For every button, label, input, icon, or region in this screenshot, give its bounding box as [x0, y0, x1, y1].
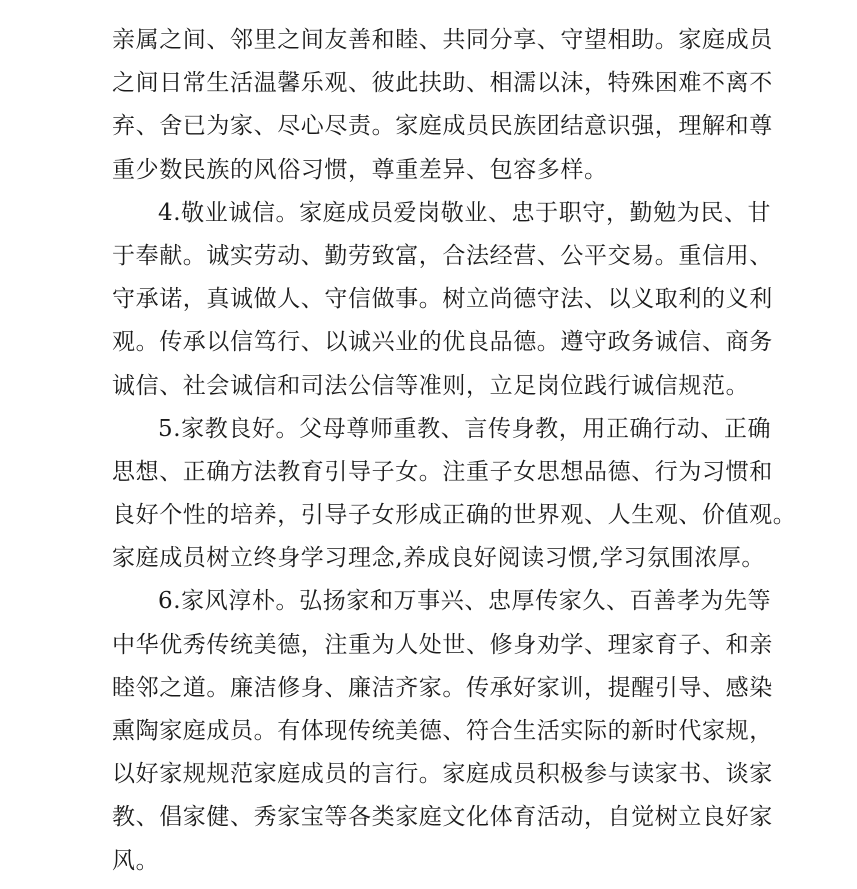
text-line-18: 以好家规规范家庭成员的言行。家庭成员积极参与读家书、谈家 — [112, 761, 773, 788]
document-page — [112, 0, 797, 883]
paragraph-6-heading-line: 6.家风淳朴。弘扬家和万事兴、忠厚传家久、百善孝为先等 — [158, 588, 772, 615]
text-line-11: 思想、正确方法教育引导子女。注重子女思想品德、行为习惯和 — [112, 458, 773, 485]
text-line-6: 于奉献。诚实劳动、勤劳致富，合法经营、公平交易。重信用、 — [112, 242, 773, 269]
text-line-12: 良好个性的培养，引导子女形成正确的世界观、人生观、价值观。 — [112, 502, 797, 529]
text-line-2: 之间日常生活温馨乐观、彼此扶助、相濡以沫，特殊困难不离不 — [112, 70, 773, 97]
text-line-9: 诚信、社会诚信和司法公信等准则，立足岗位践行诚信规范。 — [112, 372, 750, 399]
text-line-15: 中华优秀传统美德，注重为人处世、修身劝学、理家育子、和亲 — [112, 631, 773, 658]
text-line-4: 重少数民族的风俗习惯，尊重差异、包容多样。 — [112, 156, 608, 183]
text-line-8: 观。传承以信笃行、以诚兴业的优良品德。遵守政务诚信、商务 — [112, 329, 773, 356]
text-line-20: 风。 — [112, 847, 160, 874]
text-line-1: 亲属之间、邻里之间友善和睦、共同分享、守望相助。家庭成员 — [112, 27, 773, 53]
text-line-13: 家庭成员树立终身学习理念,养成良好阅读习惯,学习氛围浓厚。 — [112, 545, 766, 572]
text-line-7: 守承诺，真诚做人、守信做事。树立尚德守法、以义取利的义利 — [112, 286, 773, 313]
text-line-17: 熏陶家庭成员。有体现传统美德、符合生活实际的新时代家规， — [112, 718, 773, 744]
text-line-3: 弃、舍已为家、尽心尽责。家庭成员民族团结意识强，理解和尊 — [112, 113, 773, 140]
text-line-16: 睦邻之道。廉洁修身、廉洁齐家。传承好家训，提醒引导、感染 — [112, 674, 773, 701]
text-line-19: 教、倡家健、秀家宝等各类家庭文化体育活动，自觉树立良好家 — [112, 804, 773, 831]
paragraph-5-heading-line: 5.家教良好。父母尊师重教、言传身教，用正确行动、正确 — [158, 415, 772, 442]
paragraph-4-heading-line: 4.敬业诚信。家庭成员爱岗敬业、忠于职守，勤勉为民、甘 — [158, 199, 772, 226]
